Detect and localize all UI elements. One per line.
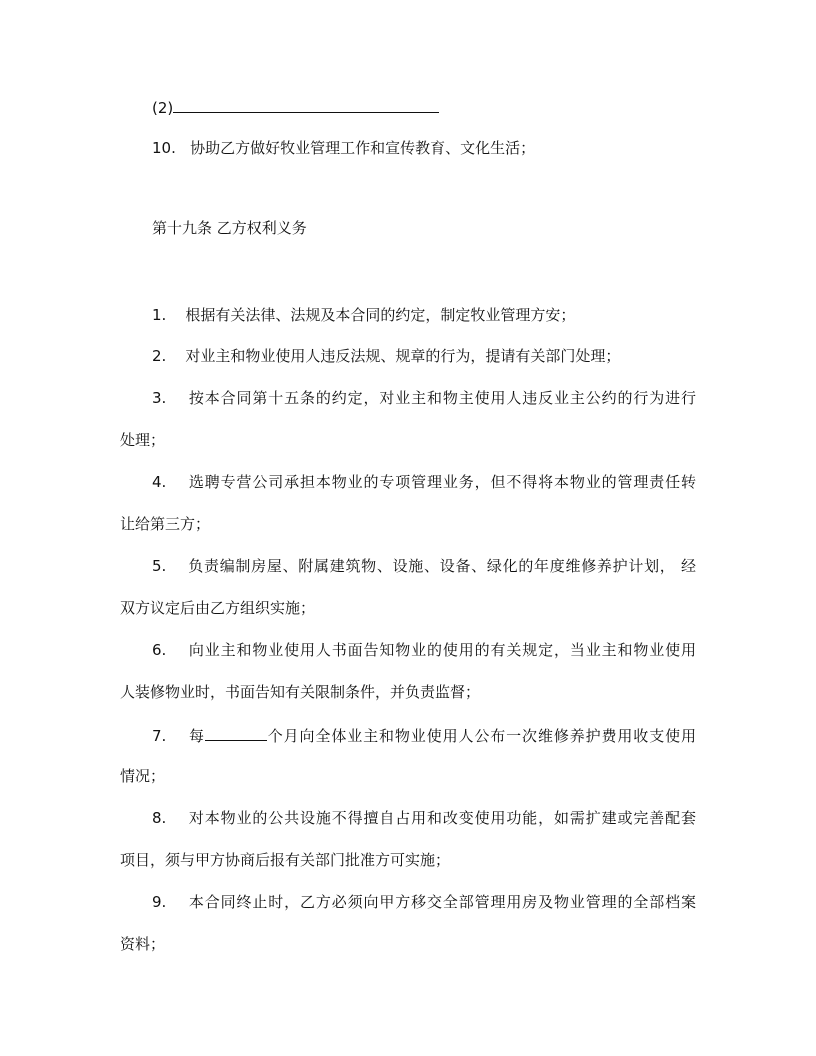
item-number: 5. <box>152 557 167 575</box>
list-item <box>152 346 620 366</box>
blank-item-2 <box>152 96 439 118</box>
list-item-continuation: 让给第三方； <box>120 515 211 533</box>
item-text: 每 <box>188 727 205 745</box>
item-number: 1. <box>152 306 167 324</box>
list-item <box>152 724 696 746</box>
article-title: 第十九条 乙方权利义务 <box>152 219 307 237</box>
item-text: 选聘专营公司承担本物业的专项管理业务，但不得将本物业的管理责任转 <box>188 473 696 491</box>
list-item-continuation: 情况； <box>120 767 166 785</box>
item-10 <box>152 138 535 158</box>
fill-in-blank <box>173 96 439 113</box>
list-item-continuation: 双方议定后由乙方组织实施； <box>120 599 316 617</box>
fill-in-blank <box>205 724 267 741</box>
blank-item-prefix: (2) <box>152 99 174 117</box>
item-text: 对业主和物业使用人违反法规、规章的行为，提请有关部门处理； <box>185 347 621 365</box>
list-item-continuation: 资料； <box>120 935 166 953</box>
item-text: 根据有关法律、法规及本合同的约定，制定牧业管理方安； <box>185 306 576 324</box>
list-item-continuation: 处理； <box>120 431 166 449</box>
item-number: 9. <box>152 893 167 911</box>
item-text: 向业主和物业使用人书面告知物业的使用的有关规定，当业主和物业使用 <box>188 641 696 659</box>
item-text: 本合同终止时，乙方必须向甲方移交全部管理用房及物业管理的全部档案 <box>188 893 696 911</box>
list-item <box>152 892 696 912</box>
item-text: 协助乙方做好牧业管理工作和宣传教育、文化生活； <box>190 139 536 157</box>
item-number: 7. <box>152 727 167 745</box>
item-text: 对本物业的公共设施不得擅自占用和改变使用功能，如需扩建或完善配套 <box>188 809 696 827</box>
item-number: 2. <box>152 347 167 365</box>
item-number: 6. <box>152 641 167 659</box>
list-item <box>152 472 696 492</box>
list-item-continuation: 项目，须与甲方协商后报有关部门批准方可实施； <box>120 851 451 869</box>
item-number: 3. <box>152 389 167 407</box>
item-text: 个月向全体业主和物业使用人公布一次维修养护费用收支使用 <box>266 727 696 745</box>
list-item <box>152 556 696 576</box>
list-item <box>152 388 696 408</box>
item-number: 10. <box>152 139 176 157</box>
list-item-continuation: 人装修物业时，书面告知有关限制条件，并负责监督； <box>120 683 481 701</box>
item-number: 8. <box>152 809 167 827</box>
list-item <box>152 305 575 325</box>
list-item <box>152 640 696 660</box>
list-item <box>152 808 696 828</box>
item-number: 4. <box>152 473 167 491</box>
item-text: 按本合同第十五条的约定，对业主和物主使用人违反业主公约的行为进行 <box>188 389 696 407</box>
item-text: 负责编制房屋、附属建筑物、设施、设备、绿化的年度维修养护计划， 经 <box>188 557 696 575</box>
